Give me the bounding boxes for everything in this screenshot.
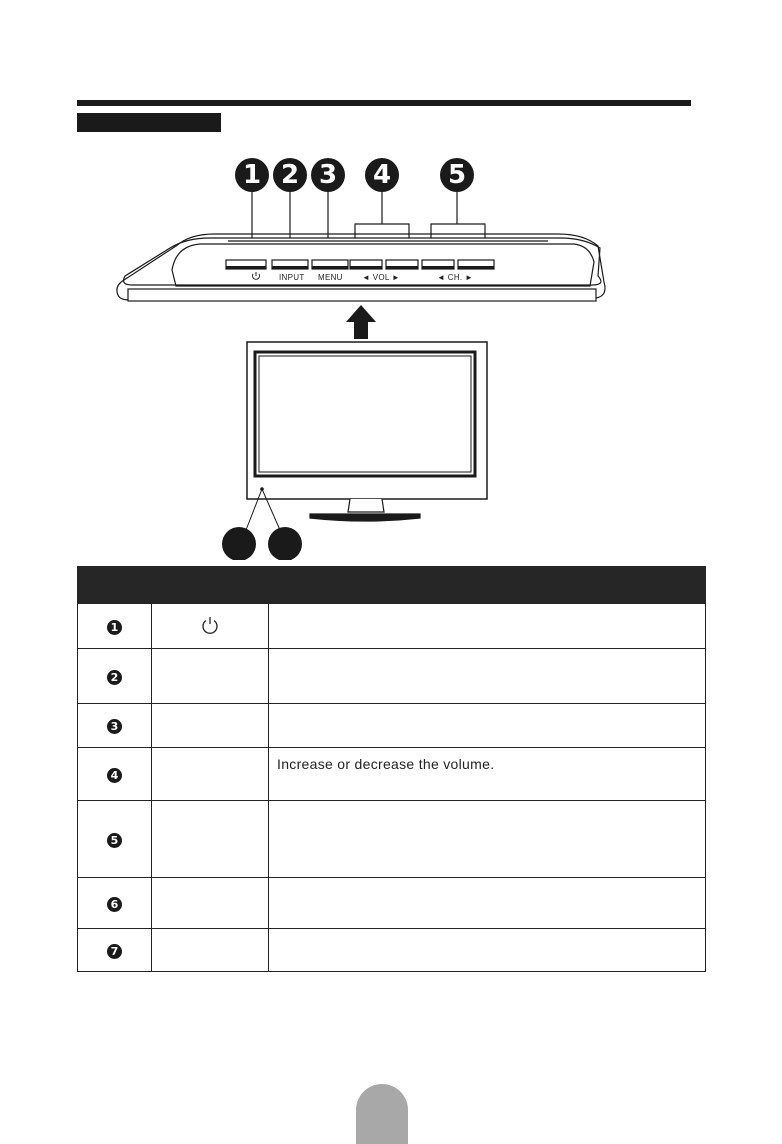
row-description-cell <box>269 604 706 649</box>
row-description-cell <box>269 878 706 929</box>
controls-table <box>77 566 706 972</box>
header-cell-description <box>269 567 706 604</box>
callout-6-marker <box>222 527 256 560</box>
callout-2: 2 <box>273 158 307 192</box>
row-control-cell <box>152 748 269 801</box>
row-description-cell <box>269 801 706 878</box>
page-number-tab <box>356 1084 408 1144</box>
row-number-badge: 2 <box>107 670 122 685</box>
row-number-badge: 7 <box>107 944 122 959</box>
table-header-row <box>78 567 706 604</box>
table-row <box>78 748 706 801</box>
row-description-cell <box>269 704 706 748</box>
ch-button-label: ◄ CH. ► <box>437 273 474 282</box>
row-number-cell <box>78 604 152 649</box>
power-icon <box>200 615 220 635</box>
row-number-badge: 5 <box>107 833 122 848</box>
row-description-cell: Increase or decrease the volume. <box>269 748 706 801</box>
callout-7-marker <box>268 527 302 560</box>
row-number-cell <box>78 748 152 801</box>
arrow-up-icon <box>346 305 376 339</box>
row-description-cell <box>269 649 706 704</box>
vol-button-label: ◄ VOL ► <box>362 273 401 282</box>
row-number-badge: 3 <box>107 719 122 734</box>
row-number-badge: 6 <box>107 897 122 912</box>
table-row <box>78 929 706 972</box>
row-number-cell <box>78 878 152 929</box>
row-number-cell <box>78 929 152 972</box>
header-cell-control <box>152 567 269 604</box>
row-description-cell <box>269 929 706 972</box>
input-button-label: INPUT <box>279 273 305 282</box>
table-row <box>78 604 706 649</box>
tv-front <box>247 342 487 521</box>
table-row <box>78 704 706 748</box>
row-number-cell <box>78 649 152 704</box>
callout-1: 1 <box>235 158 269 192</box>
row-control-cell <box>152 604 269 649</box>
row-control-cell <box>152 801 269 878</box>
row-number-cell <box>78 801 152 878</box>
callout-3: 3 <box>311 158 345 192</box>
header-cell-number <box>78 567 152 604</box>
row-control-cell <box>152 704 269 748</box>
row-control-cell <box>152 878 269 929</box>
table-row <box>78 801 706 878</box>
table-row <box>78 649 706 704</box>
menu-button-label: MENU <box>318 273 343 282</box>
callout-4: 4 <box>365 158 399 192</box>
row-number-cell <box>78 704 152 748</box>
table-row <box>78 878 706 929</box>
callout-5: 5 <box>440 158 474 192</box>
row-number-badge: 4 <box>107 768 122 783</box>
row-number-badge: 1 <box>107 620 122 635</box>
row-control-cell <box>152 929 269 972</box>
row-control-cell <box>152 649 269 704</box>
